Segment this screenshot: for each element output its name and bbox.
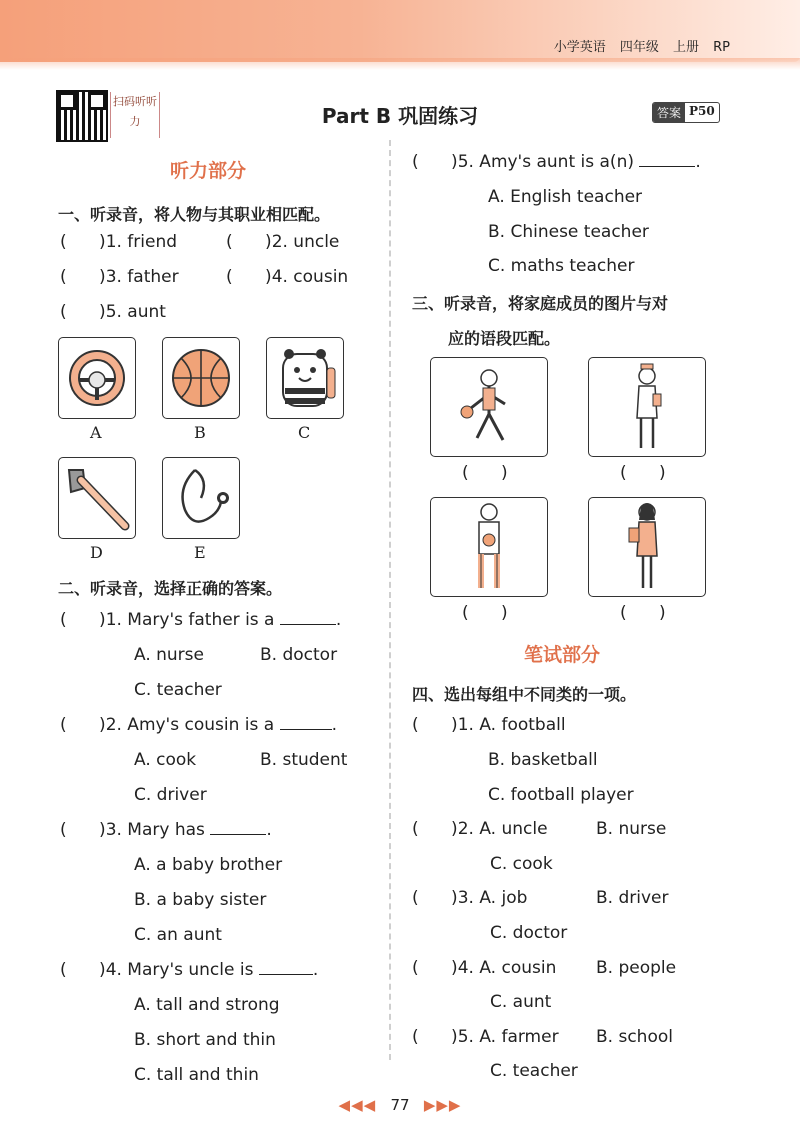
q2-item-4-option-b: B. short and thin bbox=[134, 1030, 276, 1050]
q2-item-3-option-b: B. a baby sister bbox=[134, 890, 267, 910]
scan-listen-label: 扫码听听力 bbox=[110, 92, 160, 138]
q2-item-1-option-b: B. doctor bbox=[260, 645, 338, 665]
q1-item-3: ( )3. father bbox=[60, 267, 179, 287]
q4-item-5-b: B. school bbox=[596, 1027, 673, 1047]
q4-item-5: ( )5. A. farmer bbox=[412, 1027, 559, 1047]
page-footer bbox=[0, 1096, 800, 1114]
q3-answer-1[interactable]: ( ) bbox=[462, 463, 508, 483]
series-label: 小学英语 四年级 上册 RP bbox=[553, 40, 730, 55]
q1-item-1: ( )1. friend bbox=[60, 232, 178, 252]
man-with-ball-picture bbox=[430, 497, 548, 597]
q3-answer-3[interactable]: ( ) bbox=[462, 603, 508, 623]
q2-item-1-option-c: C. teacher bbox=[134, 680, 222, 700]
prev-page-arrows[interactable]: ◀◀◀ bbox=[338, 1096, 377, 1114]
column-divider bbox=[389, 140, 391, 1060]
q4-item-1-b: B. basketball bbox=[488, 750, 598, 770]
q2-heading: 二、听录音，选择正确的答案。 bbox=[58, 579, 283, 598]
q2-item-5-option-b: B. Chinese teacher bbox=[488, 222, 649, 242]
stethoscope-icon bbox=[162, 457, 240, 539]
answer-page: P50 bbox=[689, 104, 715, 118]
nurse-picture bbox=[588, 357, 706, 457]
q4-item-4: ( )4. A. cousin bbox=[412, 958, 557, 978]
q2-item-2-option-b: B. student bbox=[260, 750, 348, 770]
q4-item-1-c: C. football player bbox=[488, 785, 634, 805]
picture-label-e: E bbox=[194, 543, 206, 562]
next-page-arrows[interactable]: ▶▶▶ bbox=[423, 1096, 462, 1114]
q2-item-2-option-c: C. driver bbox=[134, 785, 207, 805]
q1-item-4: ( )4. cousin bbox=[226, 267, 349, 287]
picture-label-c: C bbox=[298, 423, 311, 442]
q4-item-4-b: B. people bbox=[596, 958, 677, 978]
q2-item-5-option-c: C. maths teacher bbox=[488, 256, 635, 276]
q1-item-5: ( )5. aunt bbox=[60, 302, 166, 322]
q4-item-2: ( )2. A. uncle bbox=[412, 819, 548, 839]
picture-label-a: A bbox=[90, 423, 102, 442]
q3-answer-4[interactable]: ( ) bbox=[620, 603, 666, 623]
q3-answer-2[interactable]: ( ) bbox=[620, 463, 666, 483]
steering-wheel-icon bbox=[58, 337, 136, 419]
q2-item-1-stem: ( )1. Mary's father is a . bbox=[60, 610, 342, 630]
q2-item-3-option-a: A. a baby brother bbox=[134, 855, 283, 875]
q2-item-3-option-c: C. an aunt bbox=[134, 925, 222, 945]
q2-item-5-option-a: A. English teacher bbox=[488, 187, 643, 207]
q2-item-4-option-a: A. tall and strong bbox=[134, 995, 280, 1015]
q1-item-2: ( )2. uncle bbox=[226, 232, 340, 252]
q4-item-5-c: C. teacher bbox=[490, 1061, 578, 1081]
answer-tag bbox=[652, 102, 720, 123]
hoe-icon bbox=[58, 457, 136, 539]
q4-item-3-b: B. driver bbox=[596, 888, 669, 908]
q4-item-2-c: C. cook bbox=[490, 854, 553, 874]
q4-heading: 四、选出每组中不同类的一项。 bbox=[412, 685, 637, 704]
q2-item-1-option-a: A. nurse bbox=[134, 645, 204, 665]
q2-item-3-stem: ( )3. Mary has . bbox=[60, 820, 272, 840]
page-number: 77 bbox=[390, 1096, 410, 1114]
page-title: Part B 巩固练习 bbox=[321, 104, 479, 128]
q3-heading-line2: 应的语段匹配。 bbox=[448, 329, 561, 348]
q4-item-4-c: C. aunt bbox=[490, 992, 552, 1012]
q4-item-1: ( )1. A. football bbox=[412, 715, 566, 735]
q3-heading-line1: 三、听录音，将家庭成员的图片与对 bbox=[412, 294, 669, 313]
answer-key-label: 答案 bbox=[653, 103, 685, 122]
q4-item-2-b: B. nurse bbox=[596, 819, 667, 839]
q2-item-4-option-c: C. tall and thin bbox=[134, 1065, 259, 1085]
q4-item-3: ( )3. A. job bbox=[412, 888, 528, 908]
school-bag-icon bbox=[266, 337, 344, 419]
q2-item-2-option-a: A. cook bbox=[134, 750, 197, 770]
q2-item-5-stem: ( )5. Amy's aunt is a(n) . bbox=[412, 152, 701, 172]
section-writing-title: 笔试部分 bbox=[524, 644, 601, 666]
q2-item-2-stem: ( )2. Amy's cousin is a . bbox=[60, 715, 337, 735]
basketball-icon bbox=[162, 337, 240, 419]
section-listening-title: 听力部分 bbox=[170, 160, 247, 182]
woman-with-book-picture bbox=[588, 497, 706, 597]
picture-label-b: B bbox=[194, 423, 206, 442]
picture-label-d: D bbox=[90, 543, 103, 562]
q4-item-3-c: C. doctor bbox=[490, 923, 568, 943]
basketball-player-picture bbox=[430, 357, 548, 457]
q1-heading: 一、听录音，将人物与其职业相匹配。 bbox=[58, 205, 331, 224]
q2-item-4-stem: ( )4. Mary's uncle is . bbox=[60, 960, 319, 980]
